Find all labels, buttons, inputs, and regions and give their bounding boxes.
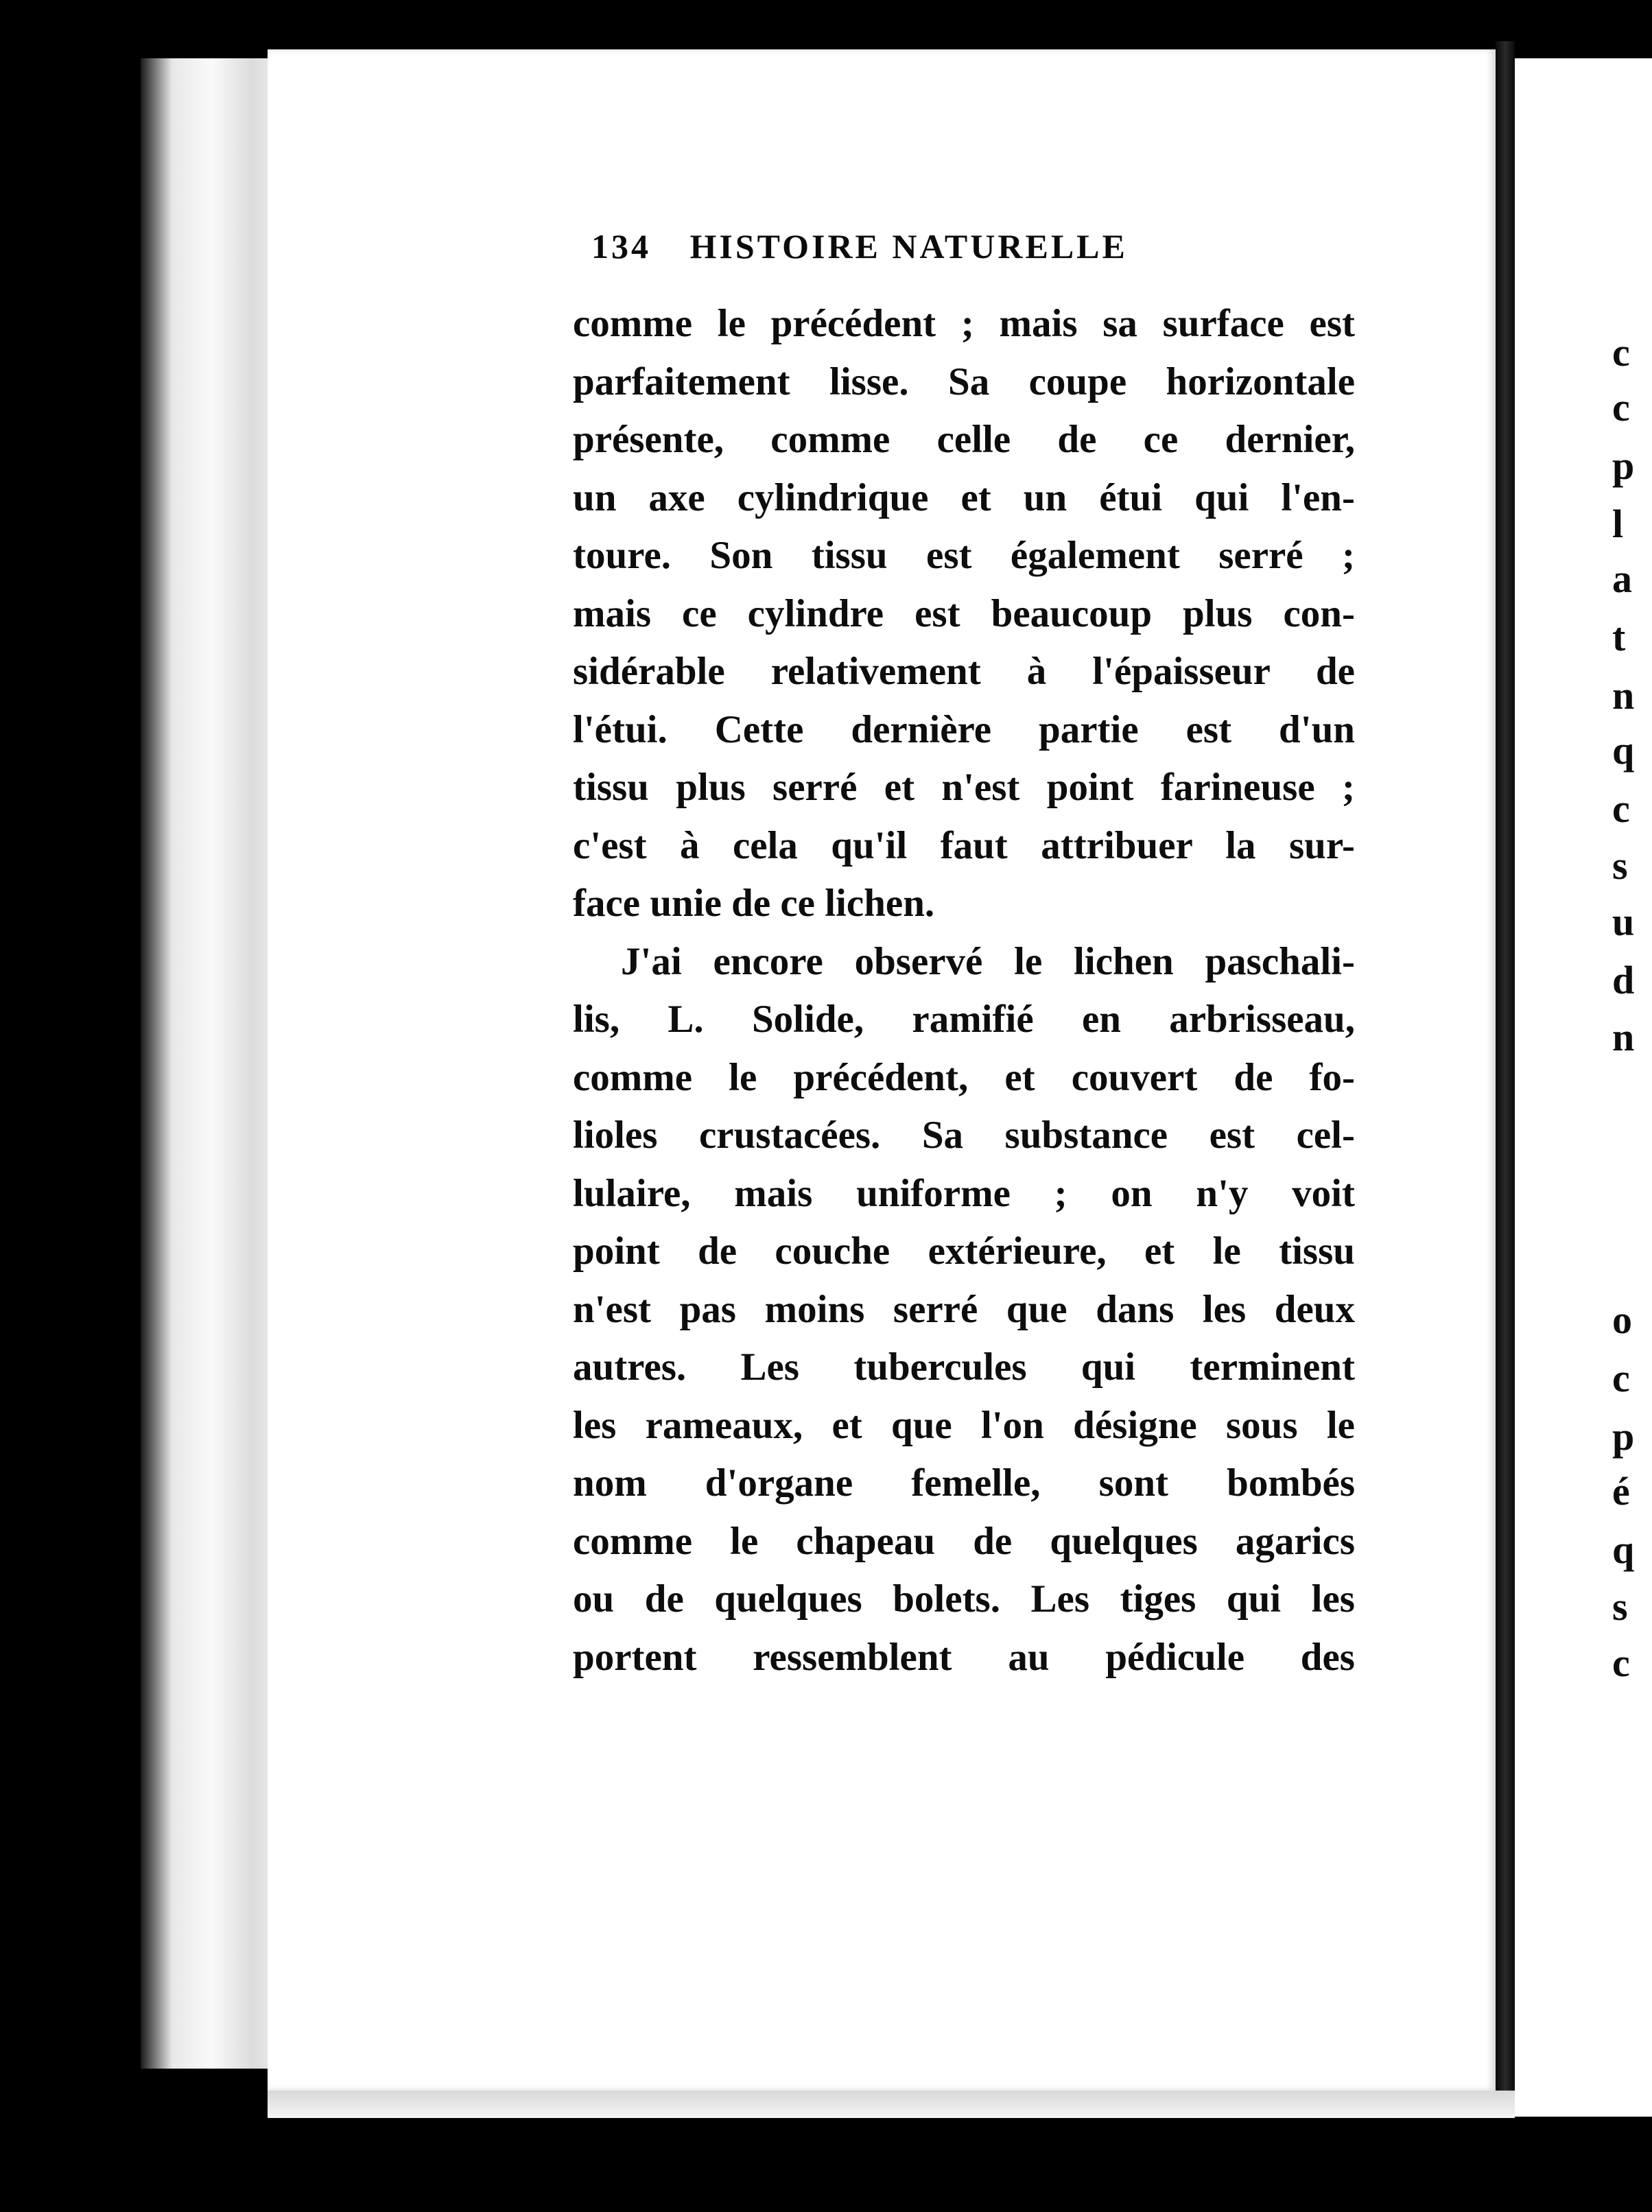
facing-fragment: c [1612,330,1630,375]
page-number: 134 [591,227,651,266]
text-line: comme le précédent ; mais sa surface est [573,302,1355,345]
text-line: point de couche extérieure, et le tissu [573,1229,1355,1273]
facing-fragment: o [1612,1297,1632,1342]
facing-fragment: t [1612,615,1626,659]
facing-fragment: n [1612,673,1635,718]
text-line: c'est à cela qu'il faut attribuer la sur- [573,823,1355,867]
facing-fragment: é [1612,1469,1630,1514]
text-line: présente, comme celle de ce dernier, [573,418,1355,461]
page-bottom-edge [268,2091,1515,2118]
text-line: portent ressemblent au pédicule des [573,1635,1355,1679]
text-line: tissu plus serré et n'est point farineuse ; [573,766,1355,809]
facing-fragment: c [1612,786,1630,831]
text-line: comme le précédent, et couvert de fo- [573,1055,1355,1099]
facing-fragment: c [1612,1640,1630,1685]
text-line: lulaire, mais uniforme ; on n'y voit [573,1171,1355,1215]
facing-fragment: a [1612,556,1632,601]
text-line: comme le chapeau de quelques agarics [573,1519,1355,1563]
paragraph-1 [573,295,1355,933]
facing-page [1515,58,1652,2117]
facing-fragment: c [1612,385,1630,430]
facing-fragment: d [1612,958,1635,1002]
text-line: n'est pas moins serré que dans les deux [573,1287,1355,1331]
text-line: ou de quelques bolets. Les tiges qui les [573,1577,1355,1621]
text-line: les rameaux, et que l'on désigne sous le [573,1403,1355,1447]
text-line: lioles crustacées. Sa substance est cel- [573,1114,1355,1157]
facing-fragment: p [1612,443,1635,488]
text-line: nom d'organe femelle, sont bombés [573,1461,1355,1505]
facing-fragment: q [1612,728,1635,773]
paragraph-2 [573,933,1355,1687]
facing-fragment: q [1612,1527,1635,1572]
text-line: lis, L. Solide, ramifié en arbrisseau, [573,998,1355,1041]
facing-fragment: c [1612,1356,1630,1400]
text-line: mais ce cylindre est beaucoup plus con- [573,591,1355,635]
text-line: sidérable relativement à l'épaisseur de [573,650,1355,693]
running-header [591,226,1277,281]
text-line: J'ai encore observé le lichen paschali- [621,939,1355,983]
text-line: un axe cylindrique et un étui qui l'en- [573,475,1355,519]
book-gutter [1496,41,1515,2106]
text-line: toure. Son tissu est également serré ; [573,534,1355,577]
body-text [573,295,1355,1686]
text-line: parfaitement lisse. Sa coupe horizontale [573,360,1355,403]
facing-fragment: p [1612,1414,1635,1459]
facing-fragment: l [1612,502,1624,546]
facing-fragment: s [1612,1584,1628,1629]
text-line: l'étui. Cette dernière partie est d'un [573,707,1355,751]
facing-fragment: s [1612,843,1628,888]
text-line: face unie de ce lichen. [573,882,935,925]
facing-fragment: u [1612,899,1635,944]
facing-fragment: n [1612,1015,1635,1059]
running-title: HISTOIRE NATURELLE [689,227,1128,266]
text-line: autres. Les tubercules qui terminent [573,1345,1355,1389]
